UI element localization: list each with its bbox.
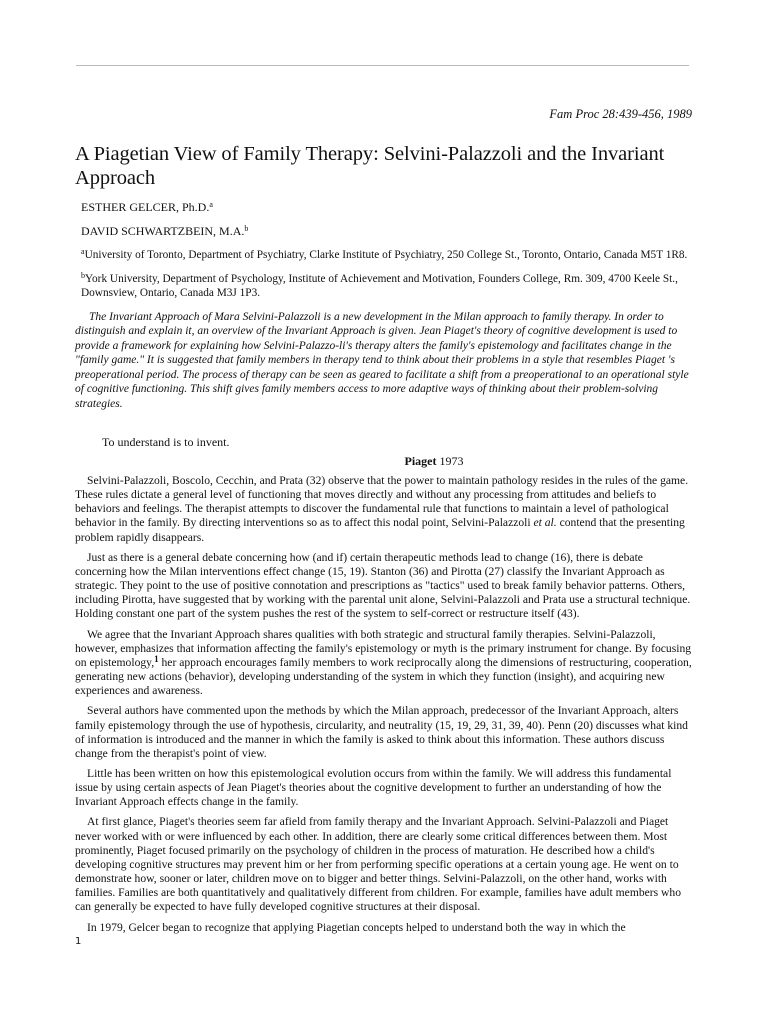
author-1 [81, 200, 693, 215]
paragraph: Several authors have commented upon the methods by which the Milan approach, predecessor of the Invariant Approach, alters family epistemology through the use of hypothesis, circularity, and neutrality (15, 19, 29, 31, 39, 40). Penn (20) discusses what kind of information is introduced and the manner in which the family is asked to think about this information. These authors discuss change from the therapist's point of view. [75, 704, 688, 760]
affiliation-list [75, 248, 693, 301]
header-rule [76, 65, 689, 66]
article-content [75, 142, 693, 941]
article-title: A Piagetian View of Family Therapy: Selvini-Palazzoli and the Invariant Approach [75, 143, 665, 189]
affiliation-mark: a [81, 247, 85, 256]
author-name: ESTHER GELCER, Ph.D. [81, 200, 210, 214]
abstract: The Invariant Approach of Mara Selvini-Palazzoli is a new development in the Milan approach to family therapy. In order to distinguish and explain it, an overview of the Invariant Approach is given. Jean Piaget's theory of cognitive development is used to provide a framework for explaining how Selvini-Palazzo-li's therapy alters the family's epistemology and facilitates change in the "family game." It is suggested that family members in therapy tend to think about their problems in a style that resembles Piaget 's preoperational period. The process of therapy can be seen as geared to facilitate a shift from a preoperational to an operational style of cognitive functioning. This shift gives family members access to more adaptive ways of thinking about their problem-solving strategies. [75, 310, 689, 410]
paragraph: Little has been written on how this epistemological evolution occurs from within the family. We will address this fundamental issue by using certain aspects of Jean Piaget's theories about the cognitive development to further an understanding of how the Invariant Approach effects change in the family. [75, 766, 672, 809]
paragraph-text: contend that the presenting problem rapidly disappears. [75, 516, 685, 544]
epigraph-source [75, 454, 693, 468]
affiliation-text: University of Toronto, Department of Psychiatry, Clarke Institute of Psychiatry, 250 College St., Toronto, Ontario, Canada M5T 1R8. [84, 249, 688, 261]
author-list [75, 200, 693, 239]
footnote-marker: 1 [154, 653, 159, 664]
author-2 [81, 224, 693, 239]
author-name: DAVID SCHWARTZBEIN, M.A. [81, 224, 245, 238]
paragraph: Just as there is a general debate concerning how (and if) certain therapeutic methods lead to change (16), there is debate concerning how the Milan interventions effect change (15, 19). Stanton (36) and Pirotta (27) classify the Invariant Approach as strategic. They point to the use of positive connotation and prescriptions as "tactics" used to break family behavior patterns. Others, including Pirotta, have suggested that by working with the parental unit alone, Selvini-Palazzoli and Prata use a structural technique. Holding constant one part of the system pushes the rest of the system to self-correct or restructure itself (43). [75, 550, 691, 621]
affiliation-2 [81, 272, 693, 301]
affiliation-mark: b [81, 270, 85, 280]
page-number: 1 [75, 936, 82, 947]
journal-citation: Fam Proc 28:439-456, 1989 [549, 107, 692, 121]
paragraph-text: We agree that the Invariant Approach shares qualities with both strategic and structural family therapies. Selvini-Palazzoli, however, emphasizes that information affecting the family's epistemology or myth is the primary instrument for change. By focusing on epistemology, [75, 627, 692, 669]
paragraph [75, 628, 693, 699]
paragraph: In 1979, Gelcer began to recognize that applying Piagetian concepts helped to understand both the way in which the [87, 920, 626, 934]
paragraph: At first glance, Piaget's theories seem far afield from family therapy and the Invariant Approach. Selvini-Palazzoli and Piaget never worked with or were influenced by each other. In addition, there are clearly some critical differences between them. Most prominently, Piaget focused primarily on the psychology of children in the process of maturation. He described how a child's developing cognitive structures may prevent him or her from performing specific operations at a certain young age. He went on to demonstrate how, sooner or later, children move on to bigger and better things. Selvini-Palazzoli, on the other hand, works with families. Families are both quantitatively and qualitatively different from children. For example, families have adult members who can generally be expected to have fully developed cognitive structures at their disposal. [75, 815, 682, 914]
affiliation-text: York University, Department of Psychology, Institute of Achievement and Motivation, Founders College, Rm. 309, 4700 Keele St., Downsview, Ontario, Canada M3J 1P3. [81, 272, 678, 299]
body-text [75, 474, 693, 935]
epigraph-year: 1973 [436, 454, 464, 468]
affiliation-1 [81, 248, 693, 263]
author-affil-mark: b [244, 224, 249, 233]
emphasis-text: et al. [533, 516, 557, 530]
paragraph-text: her approach encourages family members to work reciprocally along the dimensions of restructuring, cooperation, generating new actions (behavior), developing understanding of the system in which they function (insight), and acquiring new experiences and awareness. [75, 655, 692, 698]
paragraph-text: Selvini-Palazzoli, Boscolo, Cecchin, and Prata (32) observe that the power to maintain pathology resides in the rules of the game. These rules dictate a general level of functioning that moves directly and without any processing from attitudes and beliefs to behaviors and feelings. The therapist attempts to discover the fundamental rule that functions to maintain a level of pathological behavior in the family. By directing interventions so as to affect this nodal point, Selvini-Palazzoli [75, 474, 689, 530]
epigraph-author: Piaget [404, 454, 437, 468]
epigraph-quote: To understand is to invent. [102, 435, 230, 449]
author-affil-mark: a [209, 200, 213, 209]
paragraph [75, 474, 693, 545]
